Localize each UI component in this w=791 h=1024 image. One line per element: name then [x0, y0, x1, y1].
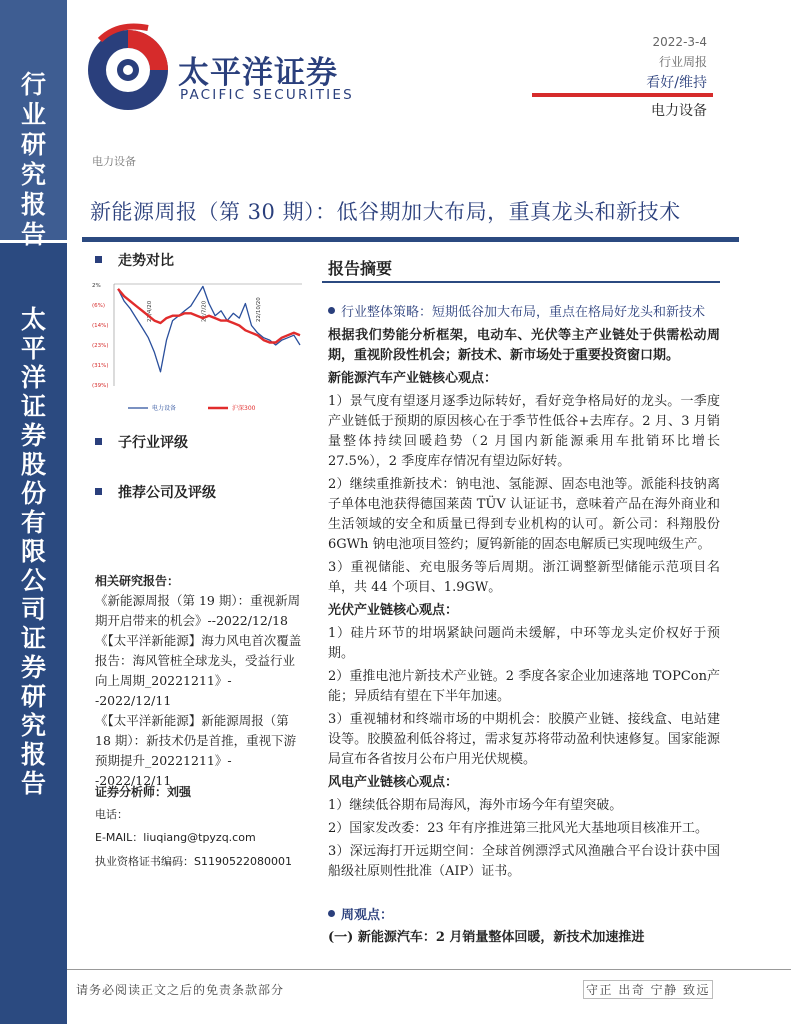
legend-label: 电力设备: [152, 405, 177, 412]
sub-industry-heading: [95, 432, 188, 452]
wind-heading: 风电产业链核心观点：: [328, 775, 459, 790]
x-tick-label: 22/10/20: [255, 297, 262, 322]
recommend-heading-label: 推荐公司及评级: [118, 485, 216, 501]
sidebar-report-category: 行业研究报告: [20, 70, 46, 249]
rating-badge: 看好/维持: [646, 75, 707, 91]
ev-point-1: 1）景气度有望逐月逐季边际转好，看好竞争格局好的龙头。一季度产业链低于预期的原因核心在于季节性低谷+去库存。2 月、3 月销量整体持续回暖趋势（2 月国内新能源乘用车批销环比增长27.5%），2 季度库存情况有望边际好转。: [328, 394, 720, 469]
disclaimer-text: 请务必阅读正文之后的免责条款部分: [76, 983, 285, 997]
analyst-email[interactable]: E-MAIL：liuqiang@tpyzq.com: [95, 831, 256, 844]
analyst-name: 证券分析师：刘强: [95, 785, 192, 799]
report-type: 行业周报: [658, 55, 707, 69]
summary-heading: 报告摘要: [328, 259, 393, 278]
related-report-link[interactable]: 《新能源周报（第 19 期）：重视新周期开启带来的机会》--2022/12/18: [95, 593, 301, 628]
pacific-securities-logo-icon: [78, 18, 178, 118]
trend-chart: [88, 280, 310, 420]
breadcrumb: 电力设备: [92, 155, 136, 168]
sector-tag: 电力设备: [651, 103, 707, 119]
ev-point-3: 3）重视储能、充电服务等后周期。浙江调整新型储能示范项目名单，共 44 个项目、1.9GW。: [328, 560, 720, 595]
y-axis-ticks: [92, 283, 109, 389]
series-line-csi300: [118, 289, 300, 343]
brand-name-en: PACIFIC SECURITIES: [180, 87, 354, 103]
framework-paragraph: 根据我们势能分析框架，电动车、光伏等主产业链处于供需松动周期，重视阶段性机会；新技术、新市场处于重要投资窗口期。: [328, 328, 720, 363]
pv-point-3: 3）重视辅材和终端市场的中期机会：胶膜产业链、接线盒、电站建设等。胶膜盈利低谷将过，需求复苏将带动盈利快速修复。国家能源局宣布各省按月公布户用光伏规模。: [328, 712, 720, 767]
wind-point-3: 3）深远海打开远期空间：全球首例漂浮式风渔融合平台设计获中国船级社原则性批准（AIP）证书。: [328, 844, 720, 879]
report-date: 2022-3-4: [652, 35, 707, 49]
chart-legend: [128, 404, 256, 412]
trend-heading: [95, 250, 174, 270]
wind-point-2: 2）国家发改委：23 年有序推进第三批风光大基地项目核准开工。: [328, 821, 708, 836]
dot-bullet-icon: [328, 307, 335, 314]
related-report-link[interactable]: 《【太平洋新能源】海力风电首次覆盖报告：海风管桩全球龙头，受益行业向上周期_20221211》--2022/12/11: [95, 633, 302, 708]
square-bullet-icon: [95, 256, 102, 263]
series-lines: [118, 286, 300, 371]
related-reports-list: [95, 591, 307, 791]
y-tick-label: (23%): [92, 343, 109, 349]
title-divider: [82, 237, 739, 242]
header-accent-bar: [532, 93, 713, 97]
legend-label: 沪深300: [232, 405, 256, 412]
y-tick-label: (14%): [92, 323, 109, 329]
x-tick-label: 22/4/20: [146, 300, 153, 322]
x-tick-label: 22/7/20: [201, 300, 208, 322]
summary-body: [328, 303, 720, 885]
company-motto: 守正 出奇 宁静 致远: [583, 980, 713, 999]
wind-point-1: 1）继续低谷期布局海风，海外市场今年有望突破。: [328, 798, 623, 813]
footer-divider: [67, 969, 791, 970]
weekly-view: [328, 905, 720, 949]
y-tick-label: (6%): [92, 303, 106, 309]
ev-heading: 新能源汽车产业链核心观点：: [328, 371, 498, 386]
square-bullet-icon: [95, 438, 102, 445]
weekly-heading: [328, 905, 720, 927]
related-report-link[interactable]: 《【太平洋新能源】新能源周报（第 18 期）：新技术仍是首推，重视下游预期提升_20221211》--2022/12/11: [95, 713, 297, 788]
related-reports-heading: 相关研究报告：: [95, 574, 180, 588]
y-tick-label: (31%): [92, 363, 109, 369]
weekly-point-1: (一) 新能源汽车：2 月销量整体回暖，新技术加速推进: [328, 930, 645, 945]
dot-bullet-icon: [328, 910, 335, 917]
summary-divider: [322, 281, 720, 283]
square-bullet-icon: [95, 488, 102, 495]
trend-heading-label: 走势对比: [118, 253, 174, 269]
pv-point-2: 2）重推电池片新技术产业链。2 季度各家企业加速落地 TOPCon产能；异质结有望在下半年加速。: [328, 669, 720, 704]
sub-industry-heading-label: 子行业评级: [118, 435, 188, 451]
page-title: 新能源周报（第 30 期）：低谷期加大布局，重真龙头和新技术: [90, 200, 681, 224]
pv-heading: 光伏产业链核心观点：: [328, 603, 459, 618]
brand-name-cn: 太平洋证券: [178, 55, 338, 91]
recommend-heading: [95, 482, 216, 502]
strategy-lead-text: 行业整体策略：短期低谷加大布局，重点在格局好龙头和新技术: [341, 305, 706, 320]
y-tick-label: (39%): [92, 383, 109, 389]
y-tick-label: 2%: [92, 283, 101, 289]
weekly-heading-text: 周观点：: [341, 908, 394, 923]
analyst-license: 执业资格证书编码：S1190522080001: [95, 855, 292, 868]
strategy-lead: [328, 303, 720, 323]
sidebar-company-name: 太平洋证券股份有限公司证券研究报告: [20, 305, 46, 798]
series-line-power-equipment: [118, 286, 300, 371]
pv-point-1: 1）硅片环节的坩埚紧缺问题尚未缓解，中环等龙头定价权好于预期。: [328, 626, 720, 661]
ev-point-2: 2）继续重推新技术：钠电池、氢能源、固态电池等。派能科技钠离子单体电池获得德国莱茵 TÜV 认证证书，意味着产品在海外商业和生活领域的安全和质量已得到专业机构的认可。新公司：科翔股份 6GWh 钠电池项目签约；厦钨新能的固态电解质已实现吨级生产。: [328, 477, 720, 552]
analyst-phone: 电话：: [95, 808, 128, 821]
